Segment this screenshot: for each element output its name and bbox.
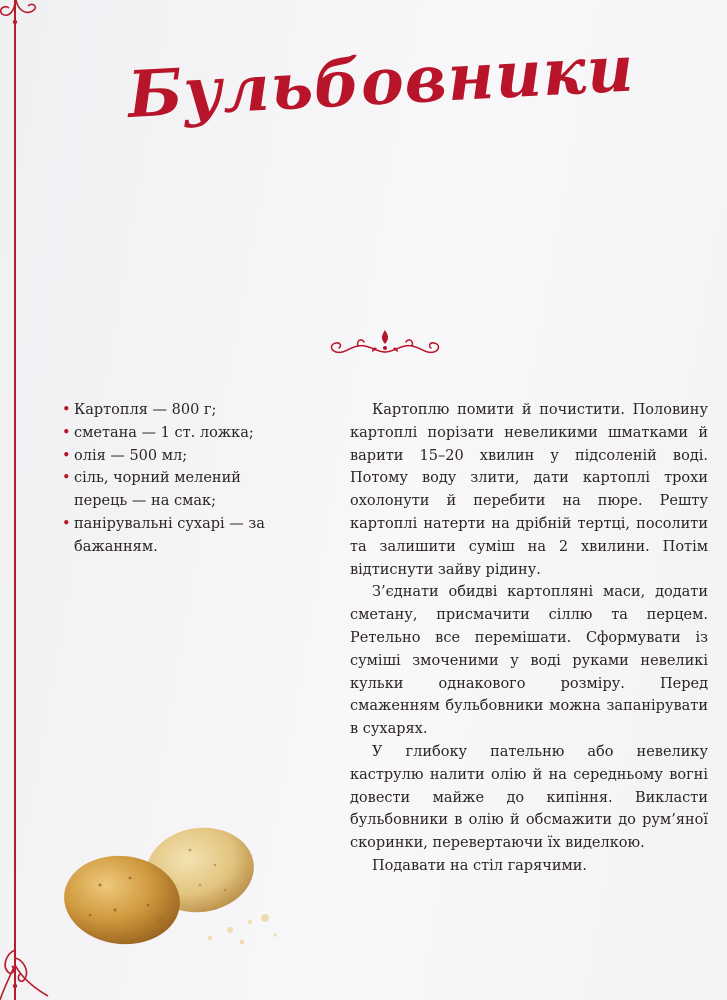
ingredient-item: • сметана — 1 ст. ложка; [62, 422, 282, 445]
left-border-line [14, 0, 16, 1000]
ingredient-item: • панірувальні сухарі — за бажанням. [62, 513, 282, 559]
ingredients-list [62, 399, 282, 559]
method-paragraph: Подавати на стіл гарячими. [372, 857, 588, 874]
ingredient-item: • олія — 500 мл; [62, 445, 282, 468]
recipe-title: Бульбовники [125, 31, 637, 133]
potatoes-illustration [60, 810, 290, 960]
flourish-ornament-icon [328, 326, 442, 362]
top-corner-flourish-icon [0, 0, 50, 40]
method-text [350, 399, 708, 878]
method-paragraph: У глибоку пательню або невелику каструлю налити олію й на середньому вогні довести майже до кипіння. Викласти бульбовники в олію й обсмажити до рум’яної скоринки, перевертаючи їх виделкою. [350, 743, 708, 852]
bottom-corner-flourish-icon [0, 910, 50, 1000]
method-paragraph: З’єднати обидві картопляні маси, додати сметану, присмачити сіллю та перцем. Ретельно все перемішати. Сформувати із суміші змоченими у воді руками невеликі кульки однакового розміру. Перед смаженням бульбовники можна запанірувати в сухарях. [350, 584, 708, 738]
method-paragraph: Картоплю помити й почистити. Половину картоплі порізати невеликими шматками й варити 15–20 хвилин у підсоленій воді. Потому воду злити, дати картоплі трохи охолонути й перебити на пюре. Решту картоплі натерти на дрібній тертці, посолити та залишити суміш на 2 хвилини. Потім відтиснути зайву рідину. [350, 402, 708, 578]
ingredient-item: • сіль, чорний мелений перець — на смак; [62, 467, 282, 513]
ingredient-item: • Картопля — 800 г; [62, 399, 282, 422]
